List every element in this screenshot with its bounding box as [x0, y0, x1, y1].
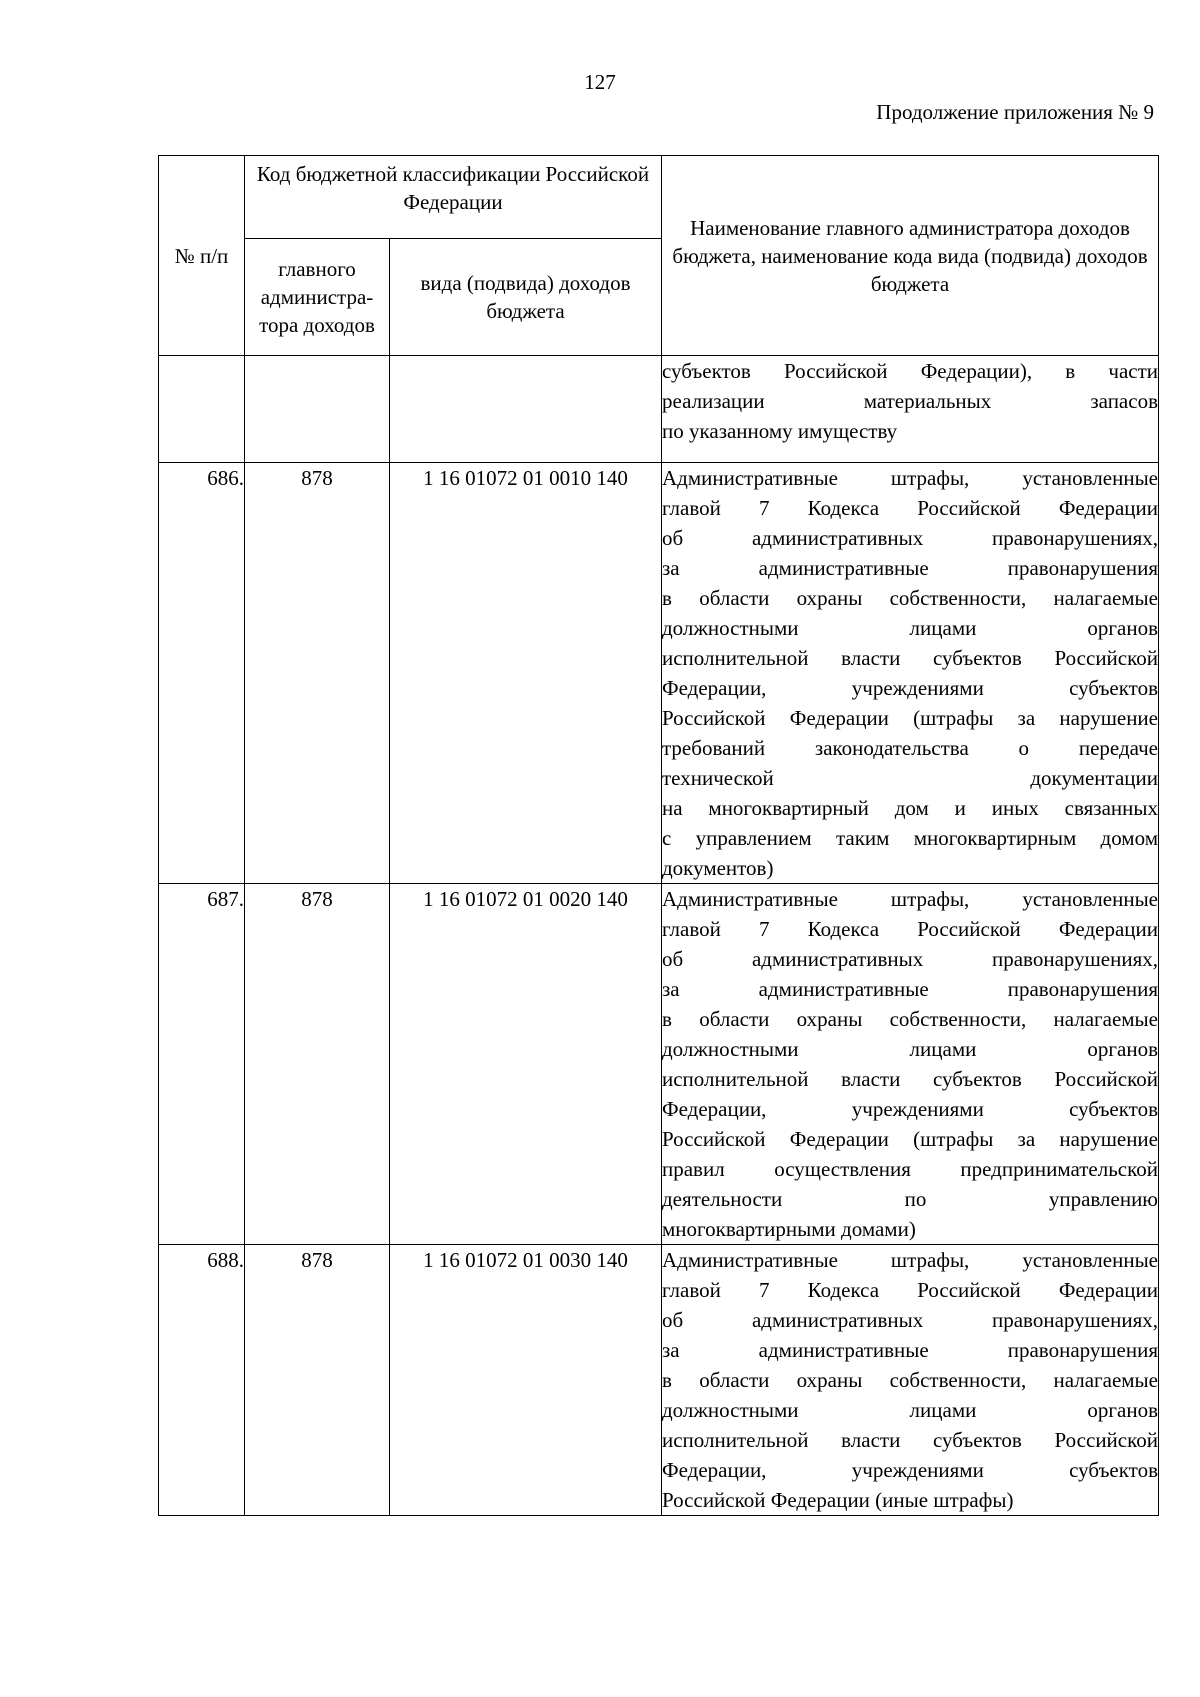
description-line: главой 7 Кодекса Российской Федерации — [662, 917, 1158, 941]
description-line: должностными лицами органов — [662, 616, 1158, 640]
description-line: в области охраны собственности, налагаемые — [662, 1368, 1158, 1392]
description-line: об административных правонарушениях, — [662, 1308, 1158, 1332]
description-line: технической документации — [662, 766, 1158, 790]
continuation-title: Продолжение приложения № 9 — [876, 100, 1154, 124]
description-line: исполнительной власти субъектов Российской — [662, 1428, 1158, 1452]
row-number — [159, 356, 245, 463]
description-line: за административные правонарушения — [662, 977, 1158, 1001]
description-line: Административные штрафы, установленные — [662, 887, 1158, 911]
description-line: Административные штрафы, установленные — [662, 466, 1158, 490]
description-line: за административные правонарушения — [662, 1338, 1158, 1362]
revenue-code-cell: 1 16 01072 01 0030 140 — [390, 1245, 662, 1516]
description-line: субъектов Российской Федерации), в части — [662, 359, 1158, 383]
row-number: 688. — [159, 1245, 245, 1516]
description-line: с управлением таким многоквартирным домом — [662, 826, 1158, 850]
description-line: документов) — [662, 856, 774, 880]
row-number: 686. — [159, 463, 245, 884]
description-line: об административных правонарушениях, — [662, 526, 1158, 550]
description-cell — [662, 884, 1159, 1245]
description-line: Административные штрафы, установленные — [662, 1248, 1158, 1272]
header-admin-code: главного администра-тора доходов — [245, 239, 390, 356]
description-line: требований законодательства о передаче — [662, 736, 1158, 760]
description-line: об административных правонарушениях, — [662, 947, 1158, 971]
description-line: в области охраны собственности, налагаемые — [662, 1007, 1158, 1031]
table-row — [159, 463, 1159, 884]
description-line: Российской Федерации (иные штрафы) — [662, 1488, 1014, 1512]
description-line: за административные правонарушения — [662, 556, 1158, 580]
admin-code-cell: 878 — [245, 1245, 390, 1516]
admin-code-cell: 878 — [245, 463, 390, 884]
description-line: Федерации, учреждениями субъектов — [662, 676, 1158, 700]
header-name: Наименование главного администратора доходов бюджета, наименование кода вида (подвида) доходов бюджета — [662, 156, 1159, 356]
budget-classification-table — [158, 155, 1159, 1516]
header-code-group: Код бюджетной классификации Российской Федерации — [245, 156, 662, 239]
description-line: главой 7 Кодекса Российской Федерации — [662, 1278, 1158, 1302]
table-row — [159, 1245, 1159, 1516]
description-line: на многоквартирный дом и иных связанных — [662, 796, 1158, 820]
table-header — [159, 156, 1159, 356]
table-row-continuation — [159, 356, 1159, 463]
description-line: реализации материальных запасов — [662, 389, 1158, 413]
description-cell — [662, 356, 1159, 463]
header-revenue-code: вида (подвида) доходов бюджета — [390, 239, 662, 356]
description-line: правил осуществления предпринимательской — [662, 1157, 1158, 1181]
revenue-code-cell: 1 16 01072 01 0020 140 — [390, 884, 662, 1245]
description-line: исполнительной власти субъектов Российской — [662, 1067, 1158, 1091]
page-number: 127 — [584, 70, 616, 94]
header-number: № п/п — [159, 156, 245, 356]
table-body — [159, 356, 1159, 1516]
description-cell — [662, 463, 1159, 884]
description-line: Федерации, учреждениями субъектов — [662, 1458, 1158, 1482]
description-line: Федерации, учреждениями субъектов — [662, 1097, 1158, 1121]
revenue-code-cell — [390, 356, 662, 463]
revenue-code-cell: 1 16 01072 01 0010 140 — [390, 463, 662, 884]
description-line: должностными лицами органов — [662, 1398, 1158, 1422]
description-line: по указанному имуществу — [662, 419, 898, 443]
description-line: исполнительной власти субъектов Российской — [662, 646, 1158, 670]
description-line: Российской Федерации (штрафы за нарушение — [662, 706, 1158, 730]
description-line: должностными лицами органов — [662, 1037, 1158, 1061]
description-line: главой 7 Кодекса Российской Федерации — [662, 496, 1158, 520]
description-line: деятельности по управлению — [662, 1187, 1158, 1211]
description-line: в области охраны собственности, налагаемые — [662, 586, 1158, 610]
description-cell — [662, 1245, 1159, 1516]
table-row — [159, 884, 1159, 1245]
row-number: 687. — [159, 884, 245, 1245]
admin-code-cell — [245, 356, 390, 463]
description-line: многоквартирными домами) — [662, 1217, 916, 1241]
description-line: Российской Федерации (штрафы за нарушение — [662, 1127, 1158, 1151]
admin-code-cell: 878 — [245, 884, 390, 1245]
